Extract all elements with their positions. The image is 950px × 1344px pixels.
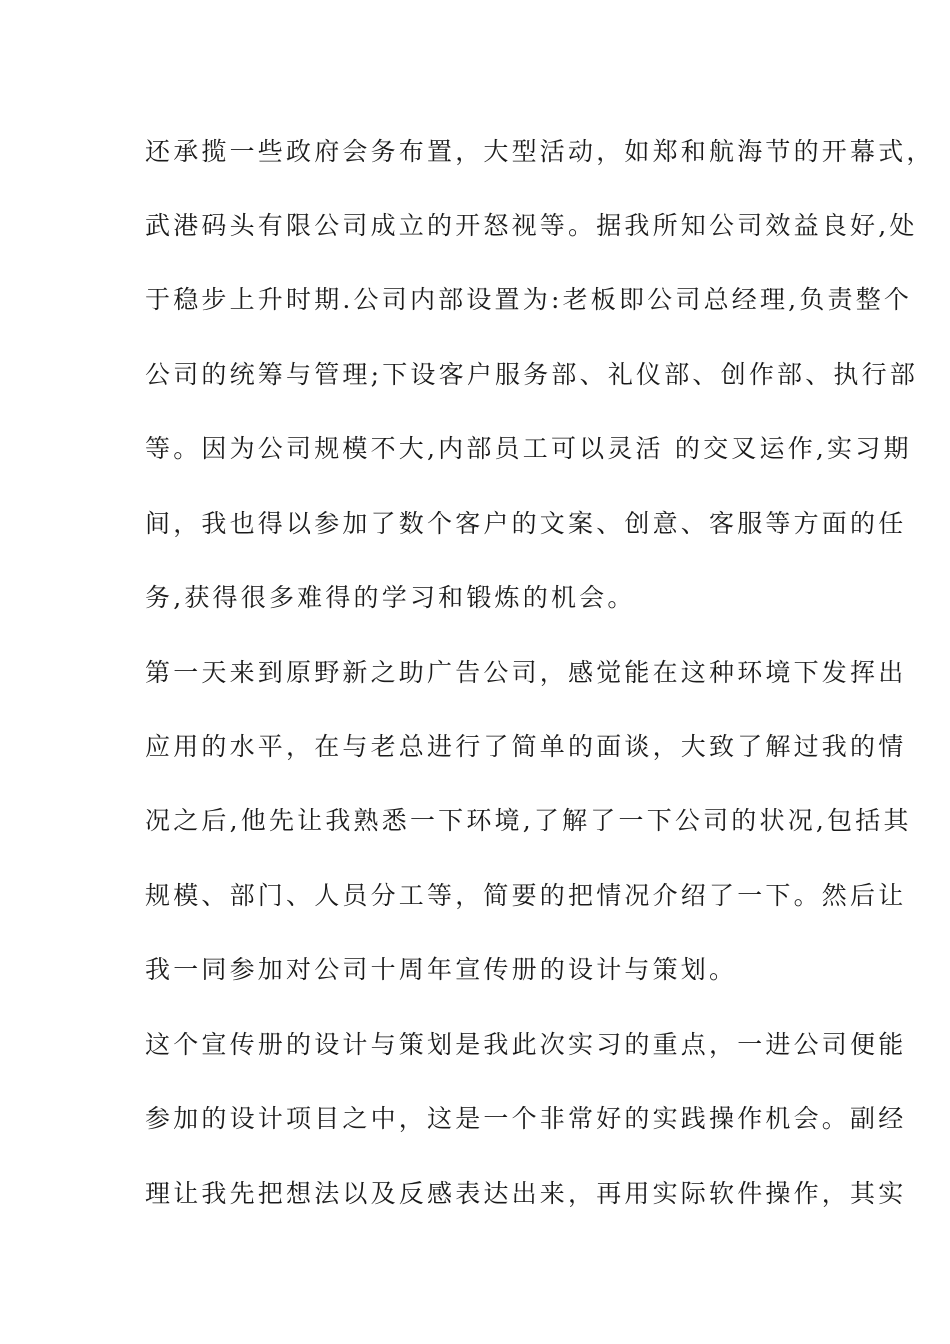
text-line-5: 等。因为公司规模不大,内部员工可以灵活 的交叉运作,实习期: [145, 434, 912, 463]
text-line-6: 间，我也得以参加了数个客户的文案、创意、客服等方面的任: [145, 509, 907, 538]
text-line-10: 况之后,他先让我熟悉一下环境,了解了一下公司的状况,包括其: [145, 806, 912, 835]
text-line-1: 还承揽一些政府会务布置，大型活动，如郑和航海节的开幕式，: [145, 137, 935, 166]
text-line-3: 于稳步上升时期.公司内部设置为:老板即公司总经理,负责整个: [145, 285, 913, 314]
text-line-9: 应用的水平，在与老总进行了简单的面谈，大致了解过我的情: [145, 732, 907, 761]
text-line-15: 理让我先把想法以及反感表达出来，再用实际软件操作，其实: [145, 1179, 907, 1208]
text-line-4: 公司的统筹与管理;下设客户服务部、礼仪部、创作部、执行部: [145, 360, 919, 389]
text-line-12: 我一同参加对公司十周年宣传册的设计与策划。: [145, 955, 738, 984]
text-line-8: 第一天来到原野新之助广告公司，感觉能在这种环境下发挥出: [145, 658, 907, 687]
text-line-11: 规模、部门、人员分工等，简要的把情况介绍了一下。然后让: [145, 881, 907, 910]
text-line-2: 武港码头有限公司成立的开怒视等。据我所知公司效益良好,处: [145, 211, 918, 240]
text-line-13: 这个宣传册的设计与策划是我此次实习的重点，一进公司便能: [145, 1030, 907, 1059]
text-line-7: 务,获得很多难得的学习和锻炼的机会。: [145, 583, 636, 612]
text-line-14: 参加的设计项目之中，这是一个非常好的实践操作机会。副经: [145, 1104, 907, 1133]
